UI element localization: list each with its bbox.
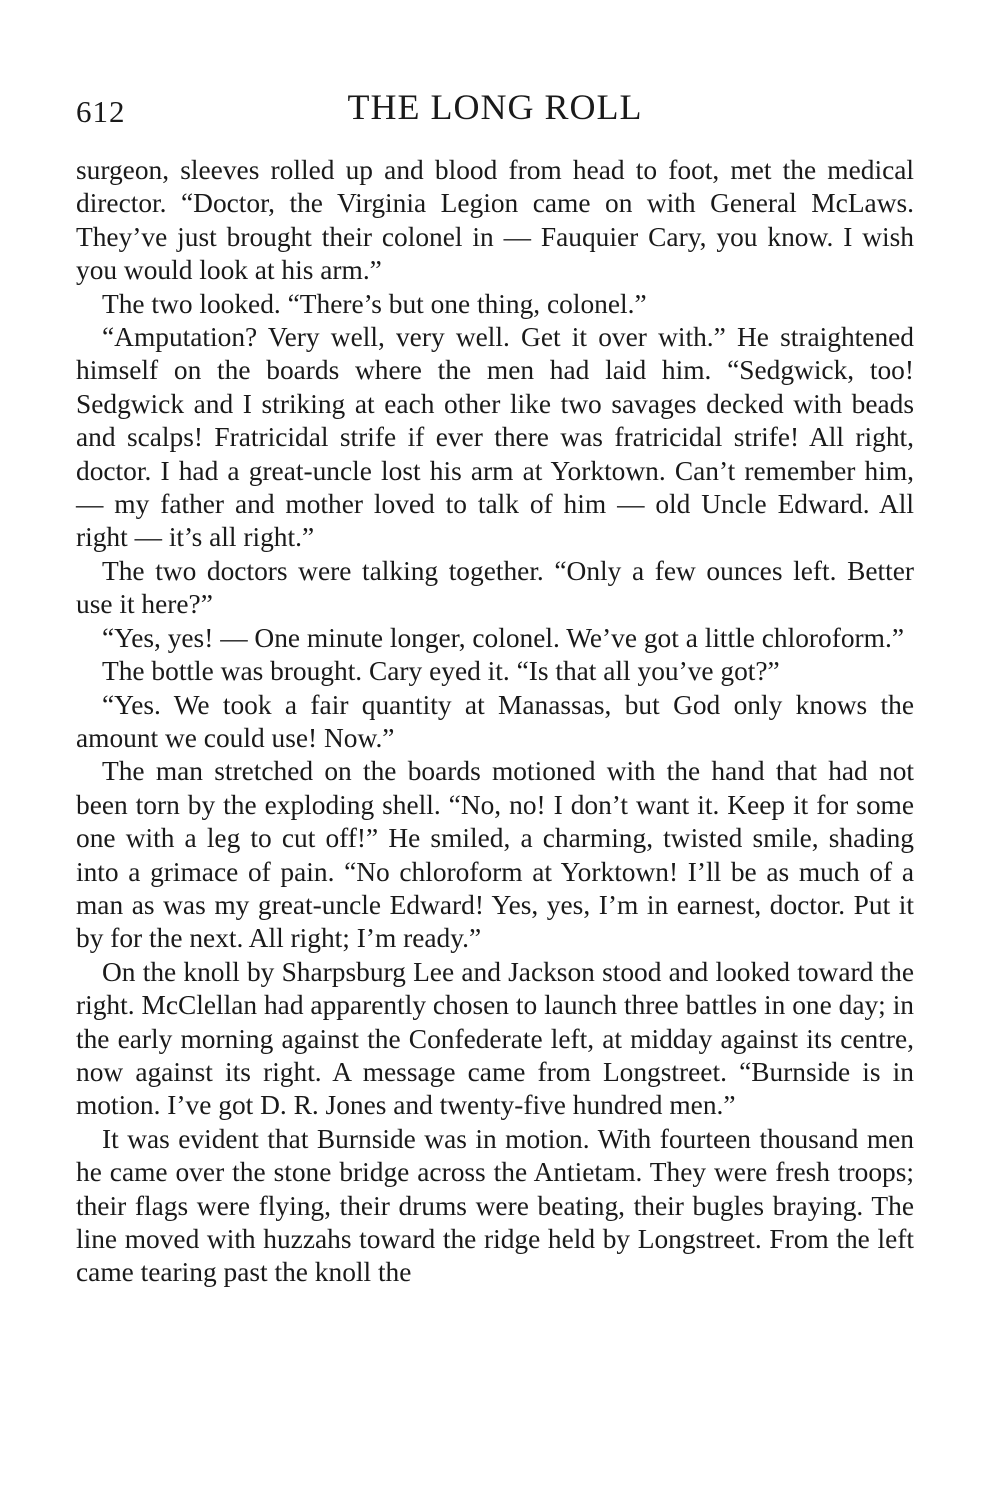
- paragraph: The man stretched on the boards motioned with the hand that had not been torn by the exploding shell. “No, no! I don’t want it. Keep it for some one with a leg to cut off!” He smiled, a charming, twisted smile, shading into a grimace of pain. “No chloroform at Yorktown! I’ll be as much of a man as was my great-uncle Edward! Yes, yes, I’m in earnest, doctor. Put it by for the next. All right; I’m ready.”: [76, 756, 914, 954]
- paragraph: “Yes, yes! — One minute longer, colonel. We’ve got a little chloroform.”: [102, 622, 904, 653]
- paragraph: surgeon, sleeves rolled up and blood from head to foot, met the medical director. “Doctor, the Virginia Legion came on with General McLaws. They’ve just brought their colonel in — Fauquier Cary, you know. I wish you would look at his arm.”: [76, 155, 914, 286]
- paragraph: The two doctors were talking together. “Only a few ounces left. Better use it here?”: [76, 555, 914, 620]
- paragraph: “Amputation? Very well, very well. Get it over with.” He straightened himself on the boards where the men had laid him. “Sedgwick, too! Sedgwick and I striking at each other like two savages decked with beads and scalps! Fratricidal strife if ever there was fratricidal strife! All right, doctor. I had a great-uncle lost his arm at Yorktown. Can’t remember him, — my father and mother loved to talk of him — old Uncle Edward. All right — it’s all right.”: [76, 322, 914, 553]
- paragraph: It was evident that Burnside was in motion. With fourteen thousand men he came over the stone bridge across the Antietam. They were fresh troops; their flags were flying, their drums were beating, their bugles braying. The line moved with huzzahs toward the ridge held by Longstreet. From the left came tearing past the knoll the: [76, 1123, 914, 1288]
- paragraph: On the knoll by Sharpsburg Lee and Jackson stood and looked toward the right. McClellan had apparently chosen to launch three battles in one day; in the early morning against the Confederate left, at midday against its centre, now against its right. A message came from Longstreet. “Burnside is in motion. I’ve got D. R. Jones and twenty-five hundred men.”: [76, 956, 914, 1121]
- book-page: [76, 86, 914, 1290]
- paragraph: The bottle was brought. Cary eyed it. “Is that all you’ve got?”: [102, 656, 780, 687]
- paragraph: “Yes. We took a fair quantity at Manassas, but God only knows the amount we could use! Now.”: [76, 689, 914, 753]
- page-number: 612: [76, 94, 126, 129]
- page-header: [76, 86, 914, 134]
- paragraph: The two looked. “There’s but one thing, colonel.”: [102, 288, 647, 319]
- body-text: [76, 154, 914, 1290]
- running-title: THE LONG ROLL: [347, 87, 643, 127]
